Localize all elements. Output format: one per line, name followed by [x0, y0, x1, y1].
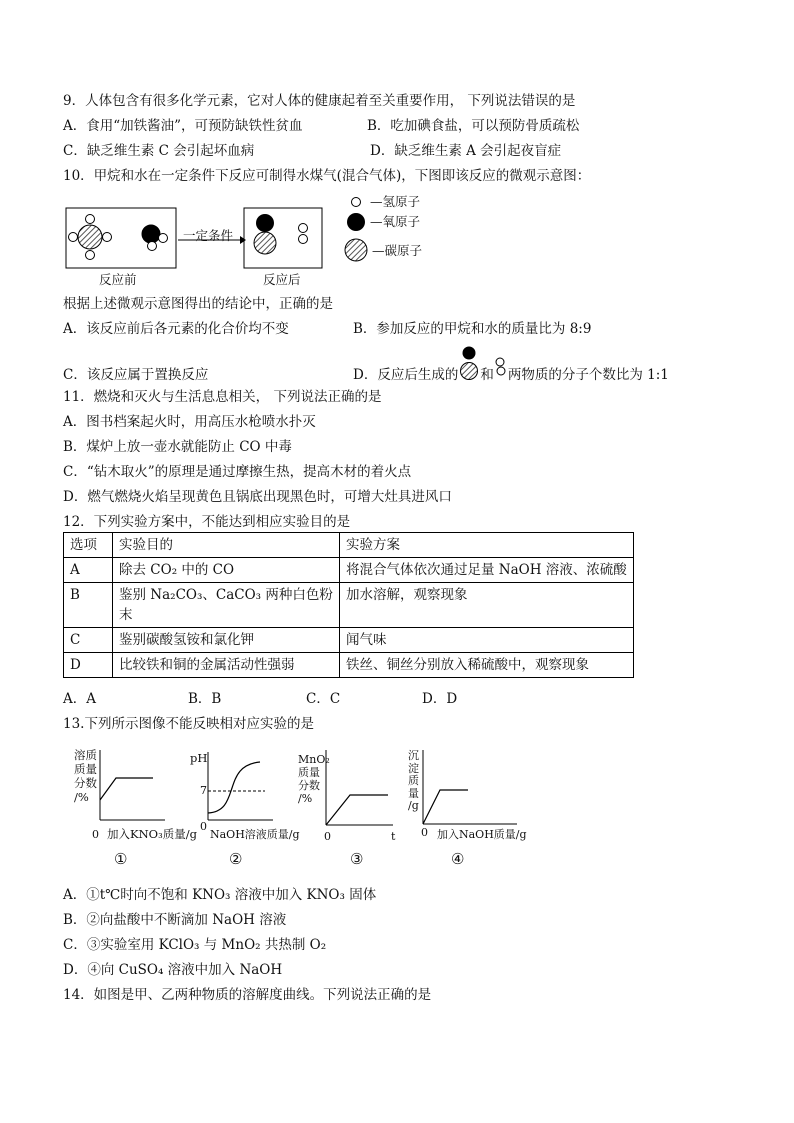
graph-4-number: ④ — [451, 850, 465, 868]
graph-4-ylabel: 沉 淀 质 量 /g — [408, 749, 419, 812]
header-option: 选项 — [64, 533, 113, 558]
row-option: C — [64, 628, 113, 653]
graph-1-xlabel: 加入KNO₃质量/g — [107, 827, 197, 841]
oxygen-atom — [142, 225, 160, 243]
q13-option-c: C．③实验室用 KClO₃ 与 MnO₂ 共热制 O₂ — [63, 937, 327, 953]
hydrogen-atom — [86, 215, 95, 224]
q12-table — [63, 532, 634, 678]
hydrogen-atom — [299, 235, 308, 244]
table-row — [64, 653, 634, 678]
legend-hydrogen-icon — [352, 198, 361, 207]
q12-choice-d: D．D — [422, 691, 458, 707]
q13-stem: 13.下列所示图像不能反映相对应实验的是 — [63, 716, 314, 732]
table-row — [64, 583, 634, 628]
q9-option-d: D．缺乏维生素 A 会引起夜盲症 — [370, 143, 562, 159]
q9-option-a: A．食用“加铁酱油”，可预防缺铁性贫血 — [63, 118, 303, 134]
graph-3-xlabel: t — [391, 830, 396, 843]
row-option: B — [64, 583, 113, 628]
before-label: 反应前 — [99, 272, 137, 287]
graph-4-curve — [423, 790, 468, 824]
q12-choice-a: A．A — [63, 691, 96, 707]
graph-3 — [326, 750, 393, 825]
legend-oxygen-icon — [347, 213, 365, 231]
hydrogen-atom — [299, 224, 308, 233]
hydrogen-atom — [159, 234, 168, 243]
q10-conclusion: 根据上述微观示意图得出的结论中，正确的是 — [63, 296, 333, 312]
header-plan: 实验方案 — [340, 533, 634, 558]
q14-stem: 14．如图是甲、乙两种物质的溶解度曲线。下列说法正确的是 — [63, 987, 432, 1003]
q13-option-a: A．①t℃时向不饱和 KNO₃ 溶液中加入 KNO₃ 固体 — [63, 887, 377, 903]
row-purpose: 鉴别碳酸氢铵和氯化钾 — [113, 628, 340, 653]
graph-4-xlabel: 加入NaOH质量/g — [437, 828, 527, 841]
q13-option-b: B．②向盐酸中不断滴加 NaOH 溶液 — [63, 912, 287, 928]
graph-2-xlabel: NaOH溶液质量/g — [210, 828, 300, 841]
legend-carbon-icon — [345, 239, 367, 261]
hydrogen-atom — [86, 251, 95, 260]
q10-option-d — [353, 366, 669, 384]
after-label: 反应后 — [263, 272, 301, 287]
row-purpose: 比较铁和铜的金属活动性强弱 — [113, 653, 340, 678]
q10-d-post: 两物质的分子个数比为 1:1 — [507, 367, 669, 383]
legend-hydrogen: —氢原子 — [370, 194, 421, 209]
graph-2 — [208, 752, 273, 820]
row-purpose: 除去 CO₂ 中的 CO — [113, 558, 340, 583]
row-plan: 铁丝、铜丝分别放入稀硫酸中，观察现象 — [340, 653, 634, 678]
graph-2-origin: 0 — [200, 820, 207, 833]
graph-1-number: ① — [114, 850, 128, 868]
table-row — [64, 628, 634, 653]
q10-stem: 10．甲烷和水在一定条件下反应可制得水煤气(混合气体)，下图即该反应的微观示意图： — [63, 168, 591, 184]
q11-option-b: B．煤炉上放一壶水就能防止 CO 中毒 — [63, 439, 292, 455]
hydrogen-atom — [148, 242, 157, 251]
co-molecule-icon — [458, 366, 480, 384]
row-plan: 闻气味 — [340, 628, 634, 653]
q13-option-d: D．④向 CuSO₄ 溶液中加入 NaOH — [63, 962, 283, 978]
legend-oxygen: —氧原子 — [370, 214, 421, 229]
q10-option-b: B．参加反应的甲烷和水的质量比为 8:9 — [353, 321, 592, 337]
q9-option-b: B．吃加碘食盐，可以预防骨质疏松 — [367, 118, 580, 134]
graph-4 — [423, 750, 517, 824]
hydrogen-atom — [69, 233, 78, 242]
arrow-label: 一定条件 — [183, 228, 234, 243]
row-plan: 加水溶解，观察现象 — [340, 583, 634, 628]
graph-2-tick-7: 7 — [200, 784, 207, 797]
row-purpose: 鉴别 Na₂CO₃、CaCO₃ 两种白色粉末 — [113, 583, 340, 628]
oxygen-atom — [256, 214, 274, 232]
row-option: A — [64, 558, 113, 583]
carbon-atom — [78, 225, 102, 249]
graph-3-curve — [326, 795, 388, 825]
q11-stem: 11．燃烧和灭火与生活息息相关， 下列说法正确的是 — [63, 389, 382, 405]
header-purpose: 实验目的 — [113, 533, 340, 558]
graph-1-origin: 0 — [92, 828, 99, 841]
q10-option-c: C．该反应属于置换反应 — [63, 367, 209, 383]
q9-stem: 9．人体包含有很多化学元素，它对人体的健康起着至关重要作用， 下列说法错误的是 — [63, 93, 576, 109]
graph-1-ylabel: 溶质 质量 分数 /% — [74, 748, 97, 804]
hydrogen-atom — [103, 233, 112, 242]
graph-3-ylabel: MnO₂ 质量 分数 /% — [298, 753, 330, 805]
graph-2-number: ② — [229, 850, 243, 868]
carbon-atom — [254, 232, 276, 254]
graph-1 — [100, 750, 165, 820]
h2-molecule-icon — [494, 366, 508, 384]
graph-3-number: ③ — [350, 850, 364, 868]
q10-option-a: A．该反应前后各元素的化合价均不变 — [63, 321, 289, 337]
row-option: D — [64, 653, 113, 678]
table-header-row — [64, 533, 634, 558]
q12-choice-b: B．B — [188, 691, 222, 707]
q12-stem: 12．下列实验方案中，不能达到相应实验目的是 — [63, 514, 351, 530]
graph-2-curve — [208, 762, 260, 813]
graph-3-origin: 0 — [324, 830, 331, 843]
graph-1-curve — [100, 778, 153, 800]
graph-2-ylabel: pH — [190, 751, 208, 765]
q10-d-pre: D．反应后生成的 — [353, 367, 459, 383]
row-plan: 将混合气体依次通过足量 NaOH 溶液、浓硫酸 — [340, 558, 634, 583]
graph-4-origin: 0 — [421, 826, 428, 839]
q11-option-d: D．燃气燃烧火焰呈现黄色且锅底出现黑色时，可增大灶具进风口 — [63, 489, 452, 505]
q11-option-c: C．“钻木取火”的原理是通过摩擦生热，提高木材的着火点 — [63, 464, 412, 480]
legend-carbon: —碳原子 — [372, 243, 423, 258]
q9-option-c: C．缺乏维生素 C 会引起坏血病 — [63, 143, 255, 159]
table-row — [64, 558, 634, 583]
q11-option-a: A．图书档案起火时，用高压水枪喷水扑灭 — [63, 414, 316, 430]
q12-choice-c: C．C — [306, 691, 341, 707]
q10-d-mid: 和 — [480, 367, 494, 383]
